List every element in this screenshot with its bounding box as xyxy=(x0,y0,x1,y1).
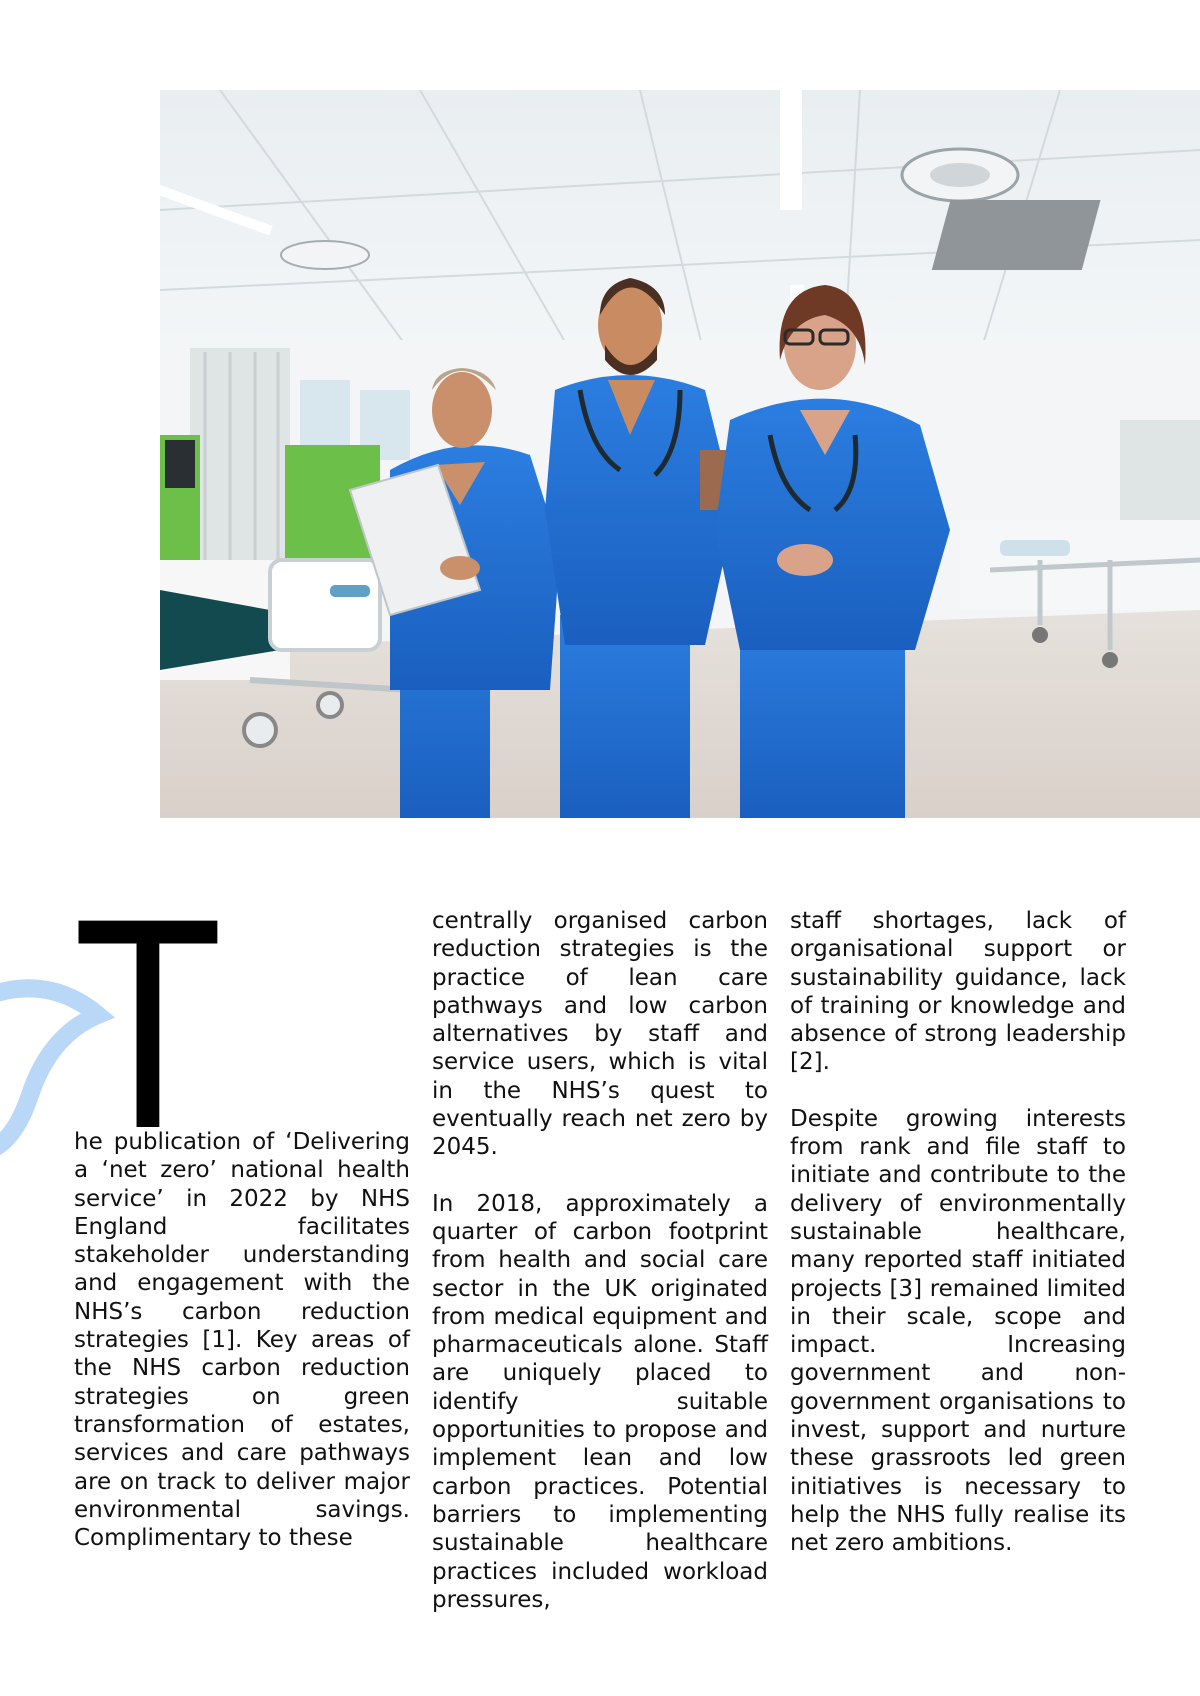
column-3-paragraph-1: staff shortages, lack of organisational support or sustainability guidance, lack of training or knowledge and absence of strong leadership [2]. xyxy=(790,908,1126,1076)
svg-text:T: T xyxy=(73,905,223,1130)
article-column-1 xyxy=(74,1128,410,1552)
article-column-2 xyxy=(432,907,768,1614)
article-column-3 xyxy=(790,907,1126,1558)
column-1-paragraph: he publication of ‘Delivering a ‘net zero’ national health service’ in 2022 by NHS England facilitates stakeholder understanding and engagement with the NHS’s carbon reduction strategies [1]. Key areas of the NHS carbon reduction strategies on green transformation of estates, services and care pathways are on track to deliver major environmental savings. Complimentary to these xyxy=(74,1129,410,1552)
column-2-paragraph-2: In 2018, approximately a quarter of carbon footprint from health and social care sector in the UK originated from medical equipment and pharmaceuticals alone. Staff are uniquely placed to identify suitable opportunities to propose and implement lean and low carbon practices. Potential barriers to implementing sustainable healthcare practices included workload pressures, xyxy=(432,1190,768,1613)
hero-photo xyxy=(160,90,1200,818)
column-2-paragraph-1: centrally organised carbon reduction strategies is the practice of lean care pathways and low carbon alternatives by staff and service users, which is vital in the NHS’s quest to eventually reach net zero by 2045. xyxy=(432,908,768,1161)
hospital-ward-illustration xyxy=(160,90,1200,818)
column-3-paragraph-2: Despite growing interests from rank and file staff to initiate and contribute to the delivery of environmentally sustainable healthcare, many reported staff initiated projects [3] remained limited in their scale, scope and impact. Increasing government and non-government organisations to invest, support and nurture these grassroots led green initiatives is necessary to help the NHS fully realise its net zero ambitions. xyxy=(790,1105,1126,1557)
drop-cap-letter xyxy=(72,905,224,1130)
